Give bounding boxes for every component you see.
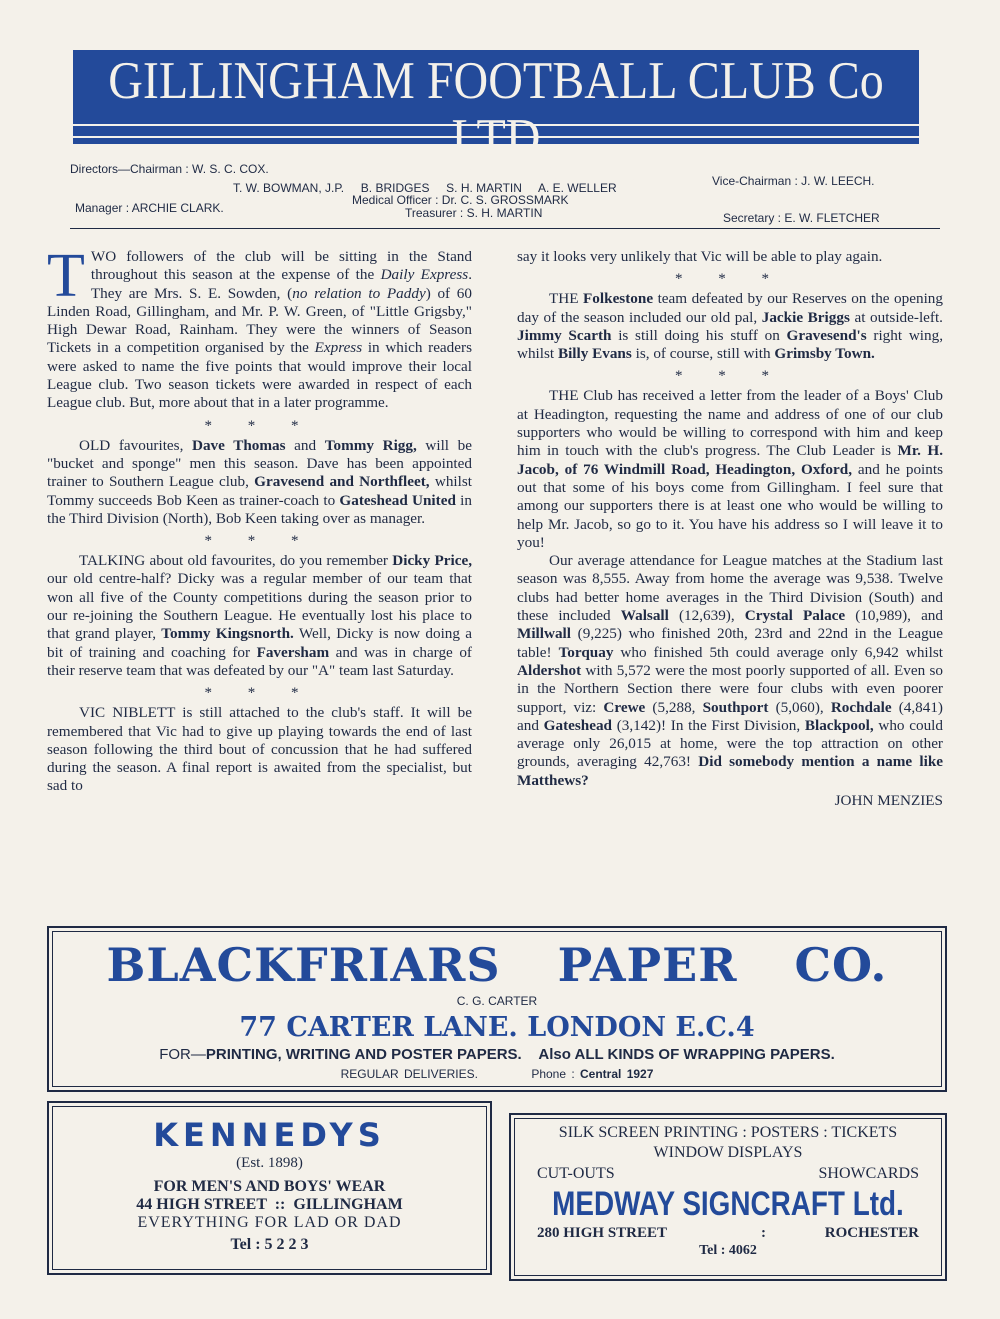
medway-telephone: Tel : 4062 xyxy=(699,1243,757,1258)
kennedys-telephone: Tel : 5 2 2 3 xyxy=(230,1236,309,1253)
club-name: GILLINGHAM FOOTBALL CLUB Co LTD xyxy=(108,51,884,168)
officials-block xyxy=(70,162,930,232)
article-column-right xyxy=(517,248,943,810)
medway-street: 280 HIGH STREET xyxy=(537,1225,668,1241)
article-column-left xyxy=(47,242,472,796)
paragraph-boys-club: THE Club has received a letter from the leader of a Boys' Club at Headington, requesting the name and address of one of our club supporters who would be willing to correspond with him and keep him in touch with the club's progress. The Club Leader is Mr. H. Jacob, of 76 Windmill Road, Headington, Oxford, and he points out that some of his boys come from Gillingham. I feel sure that among our supporters there is at least one who would be willing to help Mr. Jacob, so go to it. You have his address so I will leave it to you! xyxy=(517,387,943,551)
blackfriars-address: 77 CARTER LANE. LONDON E.C.4 xyxy=(239,1012,755,1043)
blackfriars-name: BLACKFRIARS PAPER CO. xyxy=(106,938,888,992)
paragraph-season-tickets: TWO followers of the club will be sitting in the Stand throughout this season at the expense of the Daily Express. They are Mrs. S. E. Sowden, (no relation to Paddy) of 60 Linden Road, Gillingham, and Mr. P. W. Green, of "Little Grigsby," High Dewar Road, Rainham. They were the winners of Season Tickets in a competition organised by the Express in which readers were asked to name the five points that would improve their local League club. Two season tickets were awarded in respect of each League club. But, more about that in a later programme. xyxy=(47,242,472,412)
directors-chairman: Directors—Chairman : W. S. C. COX. xyxy=(70,162,269,176)
medway-showcards: SHOWCARDS xyxy=(818,1165,919,1182)
blackfriars-contact: REGULAR DELIVERIES. Phone : Central 1927 xyxy=(340,1067,654,1081)
medway-town: ROCHESTER xyxy=(824,1225,919,1241)
kennedys-line-wear: FOR MEN'S AND BOYS' WEAR xyxy=(153,1178,386,1195)
kennedys-line-slogan: EVERYTHING FOR LAD OR DAD xyxy=(137,1214,402,1231)
medway-address-row xyxy=(511,1223,945,1243)
section-divider: * * * xyxy=(675,368,785,385)
kennedys-advert xyxy=(47,1101,492,1275)
kennedys-established: (Est. 1898) xyxy=(236,1155,303,1171)
kennedys-line-address: 44 HIGH STREET :: GILLINGHAM xyxy=(136,1196,403,1213)
treasurer: Treasurer : S. H. MARTIN xyxy=(405,206,543,220)
medway-name: MEDWAY SIGNCRAFT Ltd. xyxy=(552,1185,904,1223)
vice-chairman: Vice-Chairman : J. W. LEECH. xyxy=(712,174,875,188)
paragraph-folkestone: THE Folkestone team defeated by our Reserves on the opening day of the season included our old pal, Jackie Briggs at outside-left. Jimmy Scarth is still doing his stuff on Gravesend's right wing, whilst Billy Evans is, of course, still with Grimsby Town. xyxy=(517,290,943,363)
paragraph-vic-niblett-continued: say it looks very unlikely that Vic will be able to play again. xyxy=(517,248,883,265)
blackfriars-products: FOR—PRINTING, WRITING AND POSTER PAPERS. Also ALL KINDS OF WRAPPING PAPERS. xyxy=(159,1046,835,1063)
author-signoff: JOHN MENZIES xyxy=(834,792,943,810)
paragraph-old-favourites: OLD favourites, Dave Thomas and Tommy Rigg, will be "bucket and sponge" men this season. Dave has been appointed trainer to Southern League club, Gravesend and Northfleet, whilst Tommy succeeds Bob Keen as trainer-coach to Gateshead United in the Third Division (North), Bob Keen taking over as manager. xyxy=(47,436,472,527)
section-divider: * * * xyxy=(675,271,785,288)
paragraph-attendance: Our average attendance for League matches at the Stadium last season was 8,555. Away from home the average was 9,538. Twelve clubs had better home averages in the Third Division (South) and these included Walsall (12,639), Crystal Palace (10,989), and Millwall (9,225) who finished 20th, 23rd and 22nd in the League table! Torquay who finished 5th could average only 6,942 whilst Aldershot with 5,572 were the most poorly supported of all. Even so in the Northern Section there were four clubs with even poorer support, viz: Crewe (5,288, Southport (5,060), Rochdale (4,841) and Gateshead (3,142)! In the First Division, Blackpool, who could average only 26,015 at home, were the top attraction on other grounds, averaging 42,763! Did somebody mention a name like Matthews? xyxy=(517,552,944,789)
medical-officer: Medical Officer : Dr. C. S. GROSSMARK xyxy=(352,193,569,207)
medway-services: SILK SCREEN PRINTING : POSTERS : TICKETS xyxy=(558,1124,898,1141)
paragraph-vic-niblett: VIC NIBLETT is still attached to the club's staff. It will be remembered that Vic had to give up playing towards the end of last season following the third bout of concussion that he had suffered during the season. A final report is awaited from the specialist, but sad to xyxy=(47,704,472,795)
section-divider: * * * xyxy=(204,533,315,550)
paragraph-dicky-price: TALKING about old favourites, do you remember Dicky Price, our old centre-half? Dicky was a regular member of our team that won all five of the County competitions during the season prior to our re-joining the Southern League. He eventually lost his place to that grand player, Tommy Kingsnorth. Well, Dicky is now doing a bit of training and coaching for Faversham and was in charge of their reserve team that was defeated by our "A" team last Saturday. xyxy=(47,552,472,679)
medway-products-row xyxy=(511,1163,945,1185)
masthead-rules xyxy=(73,124,919,138)
officials-rule xyxy=(70,228,940,229)
blackfriars-owner: C. G. CARTER xyxy=(456,994,538,1008)
medway-address-separator: : xyxy=(761,1225,766,1241)
secretary: Secretary : E. W. FLETCHER xyxy=(723,211,880,225)
blackfriars-advert xyxy=(47,926,947,1092)
medway-cutouts: CUT-OUTS xyxy=(537,1165,615,1182)
manager: Manager : ARCHIE CLARK. xyxy=(75,201,224,215)
directors-names: T. W. BOWMAN, J.P. B. BRIDGES S. H. MARTIN A. E. WELLER xyxy=(233,181,617,195)
section-divider: * * * xyxy=(204,685,315,702)
drop-cap: T xyxy=(47,242,85,310)
kennedys-name: KENNEDYS xyxy=(153,1116,386,1154)
stadium-name: Priestfield Stadium Gillingham xyxy=(334,161,658,186)
section-divider: * * * xyxy=(204,417,315,434)
medway-window-displays: WINDOW DISPLAYS xyxy=(653,1144,803,1161)
medway-advert xyxy=(509,1113,947,1281)
